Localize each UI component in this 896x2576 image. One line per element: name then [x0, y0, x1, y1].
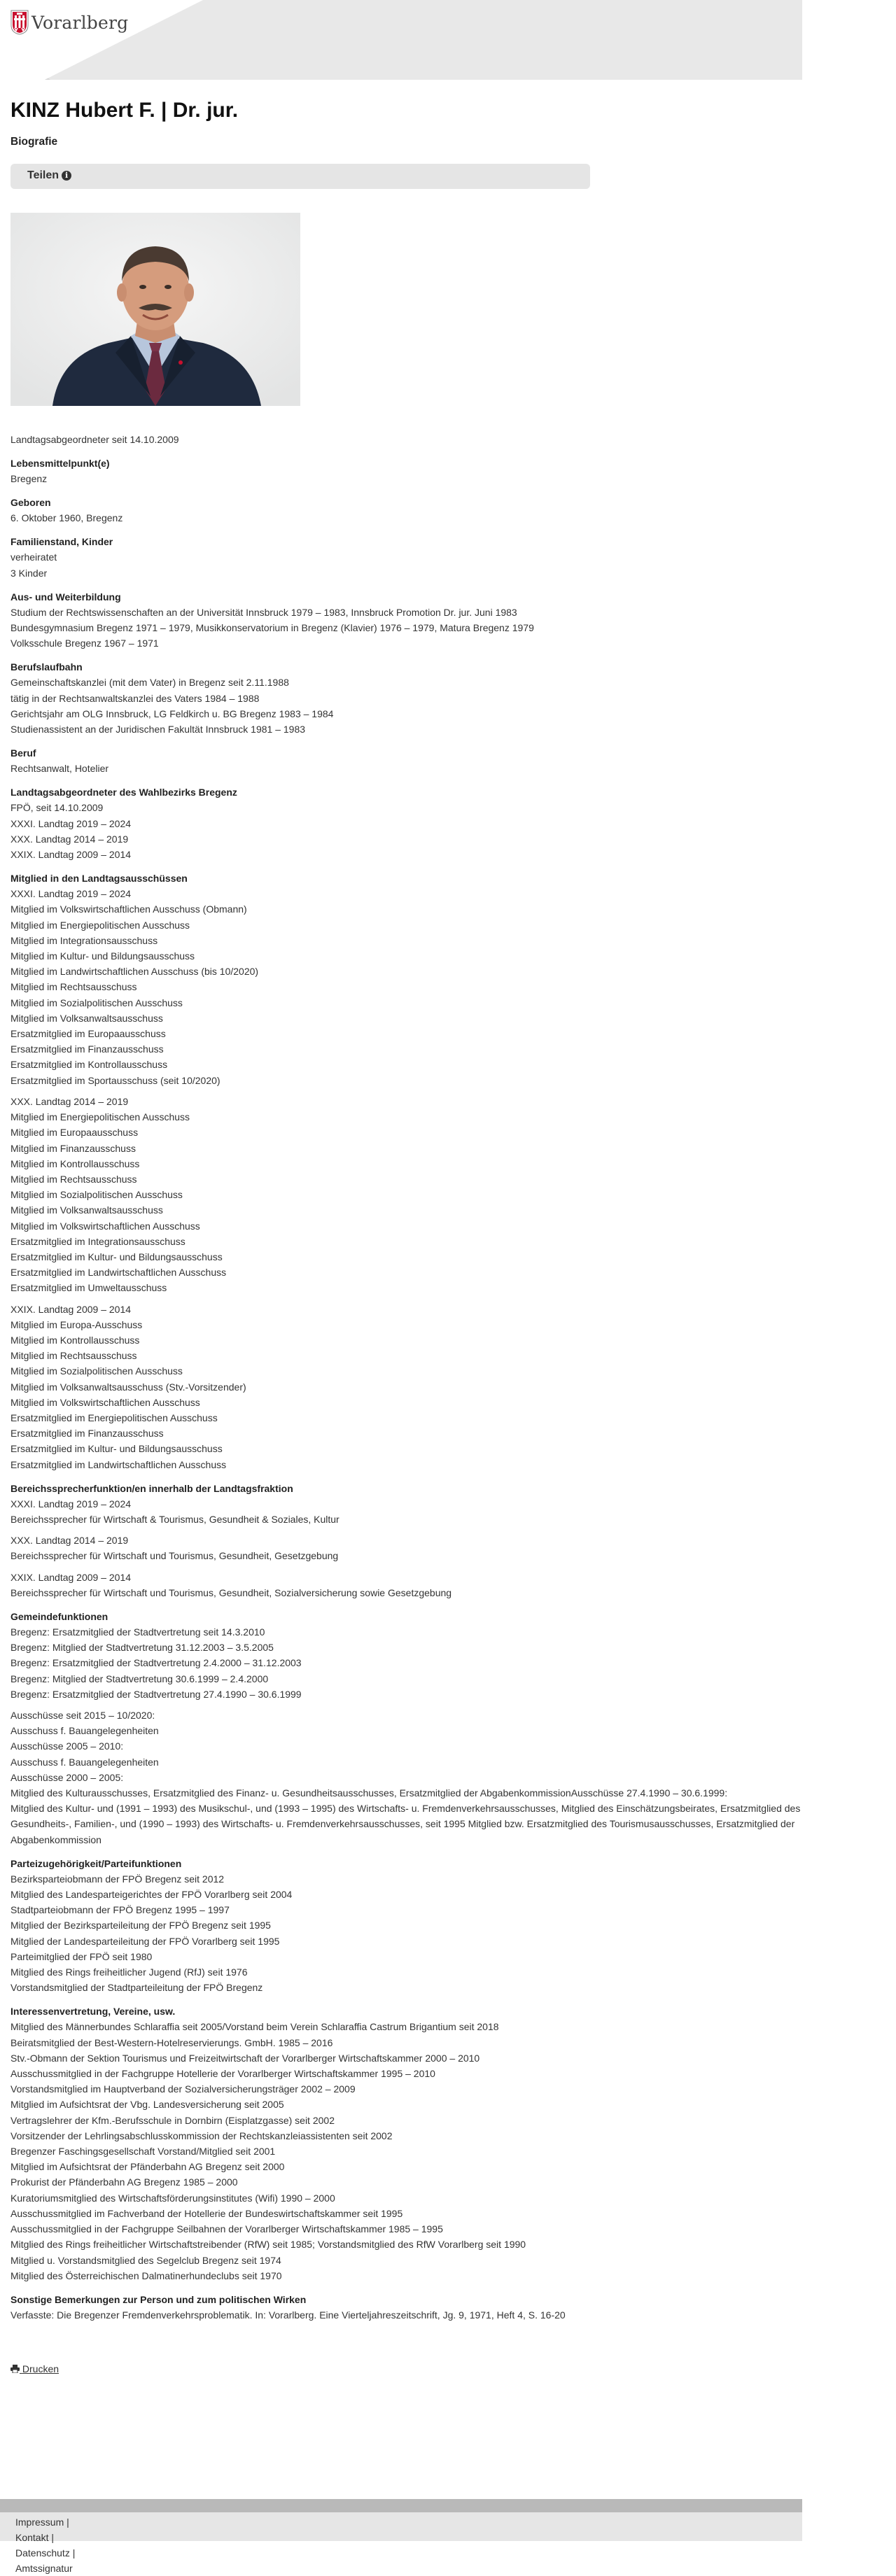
- biography-heading: Biografie: [10, 136, 58, 148]
- bio-section-heading: Bereichssprecherfunktion/en innerhalb der Landtagsfraktion: [10, 1482, 293, 1494]
- bio-section: [10, 1609, 802, 1847]
- bio-section-heading: Aus- und Weiterbildung: [10, 591, 121, 603]
- footer-row-impressum: [15, 2514, 75, 2530]
- bio-line: Ersatzmitglied im Umweltausschuss: [10, 1282, 167, 1294]
- bio-line: XXX. Landtag 2014 – 2019: [10, 1535, 129, 1547]
- bio-line: Mitglied des Landesparteigerichtes der FPÖ Vorarlberg seit 2004: [10, 1889, 293, 1901]
- bio-line: Mitglied des Rings freiheitlicher Wirtschaftstreibender (RfW) seit 1985; Vorstandsmitglied des RfW Vorarlberg seit 1990: [10, 2239, 526, 2251]
- bio-section: [10, 784, 802, 862]
- bio-line: XXXI. Landtag 2019 – 2024: [10, 817, 132, 829]
- bio-section-heading: Interessenvertretung, Vereine, usw.: [10, 2006, 176, 2018]
- bio-spacer: [10, 1088, 802, 1094]
- bio-line: Mitglied u. Vorstandsmitglied des Segelclub Bregenz seit 1974: [10, 2254, 281, 2266]
- bio-line: Ersatzmitglied im Landwirtschaftlichen Ausschuss: [10, 1267, 227, 1279]
- bio-line: Mitglied im Volkswirtschaftlichen Ausschuss (Obmann): [10, 903, 247, 915]
- bio-line: Ersatzmitglied im Finanzausschuss: [10, 1043, 164, 1055]
- bio-line: Volksschule Bregenz 1967 – 1971: [10, 638, 159, 649]
- bio-section: [10, 871, 802, 1472]
- bio-line: Mitglied im Europa-Ausschuss: [10, 1318, 143, 1330]
- bio-line: FPÖ, seit 14.10.2009: [10, 802, 104, 814]
- bio-section: [10, 745, 802, 776]
- bio-spacer: [10, 1702, 802, 1708]
- bio-line: Ersatzmitglied im Integrationsausschuss: [10, 1235, 186, 1247]
- bio-line: Vorstandsmitglied im Hauptverband der Sozialversicherungsträger 2002 – 2009: [10, 2083, 356, 2095]
- bio-section-heading: Lebensmittelpunkt(e): [10, 458, 110, 469]
- coat-of-arms-icon: [10, 10, 29, 35]
- bio-line: Bezirksparteiobmann der FPÖ Bregenz seit 2012: [10, 1873, 225, 1885]
- bio-line: Mitglied im Finanzausschuss: [10, 1142, 136, 1154]
- biography-sections: [10, 456, 802, 2323]
- bio-line: Mitglied der Bezirksparteileitung der FPÖ Bregenz seit 1995: [10, 1920, 271, 1931]
- bio-section-heading: Beruf: [10, 747, 36, 759]
- bio-line: Mitglied im Kontrollausschuss: [10, 1157, 140, 1169]
- bio-line: Mitglied im Landwirtschaftlichen Ausschuss (bis 10/2020): [10, 966, 259, 978]
- amtssignatur-link[interactable]: Amtssignatur: [15, 2563, 73, 2574]
- bio-section-heading: Geboren: [10, 497, 51, 509]
- impressum-link[interactable]: Impressum: [15, 2517, 64, 2528]
- bio-line: Bregenz: Ersatzmitglied der Stadtvertretung 27.4.1990 – 30.6.1999: [10, 1688, 302, 1700]
- bio-line: Ausschussmitglied in der Fachgruppe Hotellerie der Vorarlberger Wirtschaftskammer 1995 – 2010: [10, 2068, 435, 2080]
- bio-line: Ersatzmitglied im Finanzausschuss: [10, 1428, 164, 1440]
- bio-section: [10, 495, 802, 526]
- bio-section: [10, 2292, 802, 2323]
- portrait-illustration: [10, 213, 300, 406]
- bio-line: verheiratet: [10, 551, 57, 563]
- bio-spacer: [10, 1527, 802, 1533]
- bio-line: tätig in der Rechtsanwaltskanzlei des Vaters 1984 – 1988: [10, 692, 260, 704]
- bio-line: Ersatzmitglied im Sportausschuss (seit 10/2020): [10, 1074, 220, 1086]
- bio-line: 6. Oktober 1960, Bregenz: [10, 512, 123, 524]
- bio-line: XXXI. Landtag 2019 – 2024: [10, 1498, 132, 1509]
- bio-line: Ausschüsse 2005 – 2010:: [10, 1740, 124, 1752]
- bio-spacer: [10, 1564, 802, 1570]
- member-since: Landtagsabgeordneter seit 14.10.2009: [10, 434, 179, 445]
- bio-line: Mitglied im Aufsichtsrat der Vbg. Landesversicherung seit 2005: [10, 2099, 284, 2111]
- bio-line: Mitglied des Kulturausschusses, Ersatzmitglied des Finanz- u. Gesundheitsausschusses, Ersatzmitglied der AbgabenkommissionAusschüsse 27.4.1990 – 30.6.1999:: [10, 1787, 728, 1799]
- share-label: Teilen: [27, 169, 59, 181]
- bio-line: XXXI. Landtag 2019 – 2024: [10, 888, 132, 900]
- bio-line: Mitglied im Volksanwaltsausschuss (Stv.-Vorsitzender): [10, 1381, 246, 1393]
- bio-line: Ausschussmitglied in der Fachgruppe Seilbahnen der Vorarlberger Wirtschaftskammer 1985 – 1995: [10, 2223, 443, 2235]
- portrait-photo: [10, 213, 300, 406]
- bio-line: Vorsitzender der Lehrlingsabschlusskommission der Rechtskanzleiassistenten seit 2002: [10, 2130, 393, 2141]
- footer-separator: |: [72, 2547, 76, 2559]
- bio-line: Ersatzmitglied im Energiepolitischen Ausschuss: [10, 1412, 218, 1423]
- bio-section-heading: Sonstige Bemerkungen zur Person und zum politischen Wirken: [10, 2293, 307, 2305]
- bio-line: Ersatzmitglied im Landwirtschaftlichen Ausschuss: [10, 1458, 227, 1470]
- bio-line: Prokurist der Pfänderbahn AG Bregenz 1985 – 2000: [10, 2176, 238, 2188]
- print-link[interactable]: [10, 2363, 802, 2374]
- bio-line: Vorstandsmitglied der Stadtparteileitung der FPÖ Bregenz: [10, 1982, 263, 1994]
- bio-line: Mitglied im Volkswirtschaftlichen Ausschuss: [10, 1220, 200, 1232]
- bio-line: Bregenzer Faschingsgesellschaft Vorstand/Mitglied seit 2001: [10, 2146, 276, 2158]
- bio-line: Ersatzmitglied im Europaausschuss: [10, 1028, 166, 1040]
- bio-line: Mitglied im Europaausschuss: [10, 1127, 139, 1139]
- bio-line: Mitglied im Sozialpolitischen Ausschuss: [10, 1365, 183, 1377]
- bio-line: Gerichtsjahr am OLG Innsbruck, LG Feldkirch u. BG Bregenz 1983 – 1984: [10, 708, 334, 719]
- bio-section: [10, 534, 802, 580]
- bio-line: Mitglied im Rechtsausschuss: [10, 1173, 137, 1185]
- kontakt-link[interactable]: Kontakt: [15, 2532, 49, 2543]
- bio-line: Rechtsanwalt, Hotelier: [10, 763, 109, 775]
- bio-line: Ausschüsse 2000 – 2005:: [10, 1771, 124, 1783]
- bio-line: Beiratsmitglied der Best-Western-Hotelreservierungs. GmbH. 1985 – 2016: [10, 2036, 333, 2048]
- bio-line: Mitglied des Männerbundes Schlaraffia seit 2005/Vorstand beim Verein Schlaraffia Castrum Brigantium seit 2018: [10, 2021, 499, 2033]
- bio-line: XXIX. Landtag 2009 – 2014: [10, 1571, 132, 1583]
- bio-line: Bregenz: Mitglied der Stadtvertretung 31.12.2003 – 3.5.2005: [10, 1642, 274, 1654]
- bio-section-heading: Berufslaufbahn: [10, 661, 83, 673]
- share-button[interactable]: [27, 169, 71, 182]
- bio-line: Parteimitglied der FPÖ seit 1980: [10, 1950, 153, 1962]
- footer-row-datenschutz: [15, 2545, 75, 2561]
- page-title: KINZ Hubert F. | Dr. jur.: [10, 99, 239, 122]
- bio-section: [10, 456, 802, 486]
- bio-line: Mitglied im Rechtsausschuss: [10, 981, 137, 993]
- footer-top-bar: [0, 2499, 802, 2512]
- bio-spacer: [10, 1296, 802, 1302]
- bio-section-heading: Gemeindefunktionen: [10, 1610, 108, 1622]
- bio-line: Mitglied im Kultur- und Bildungsausschuss: [10, 950, 195, 962]
- bio-line: XXIX. Landtag 2009 – 2014: [10, 849, 132, 861]
- bio-line: Mitglied im Sozialpolitischen Ausschuss: [10, 1189, 183, 1201]
- footer-band: [0, 2512, 802, 2541]
- bio-line: Mitglied im Volksanwaltsausschuss: [10, 1012, 163, 1024]
- bio-line: Bundesgymnasium Bregenz 1971 – 1979, Musikkonservatorium in Bregenz (Klavier) 1976 – 1979, Matura Bregenz 1979: [10, 622, 534, 634]
- bio-section-heading: Mitglied in den Landtagsausschüssen: [10, 873, 188, 885]
- printer-icon: [10, 2365, 20, 2373]
- bio-line: Bereichssprecher für Wirtschaft und Tourismus, Gesundheit, Sozialversicherung sowie Gesetzgebung: [10, 1586, 452, 1598]
- print-label: Drucken: [22, 2363, 59, 2375]
- main-content: [10, 80, 802, 2374]
- bio-section-heading: Familienstand, Kinder: [10, 536, 113, 548]
- bio-section: [10, 1481, 802, 1600]
- bio-line: Bregenz: Ersatzmitglied der Stadtvertretung seit 14.3.2010: [10, 1626, 265, 1638]
- bio-line: Gemeinschaftskanzlei (mit dem Vater) in Bregenz seit 2.11.1988: [10, 677, 289, 689]
- bio-line: Mitglied im Rechtsausschuss: [10, 1350, 137, 1362]
- bio-line: Ersatzmitglied im Kultur- und Bildungsausschuss: [10, 1443, 223, 1455]
- bio-line: Vertragslehrer der Kfm.-Berufsschule in Dornbirn (Eisplatzgasse) seit 2002: [10, 2114, 335, 2126]
- bio-line: Stadtparteiobmann der FPÖ Bregenz 1995 – 1997: [10, 1904, 230, 1916]
- bio-line: Ersatzmitglied im Kontrollausschuss: [10, 1059, 168, 1071]
- bio-line: Bereichssprecher für Wirtschaft & Tourismus, Gesundheit & Soziales, Kultur: [10, 1513, 340, 1525]
- footer-separator: |: [66, 2517, 69, 2528]
- bio-line: Bregenz: [10, 473, 48, 484]
- share-bar: [10, 164, 590, 189]
- info-icon: i: [62, 171, 71, 181]
- bio-line: XXX. Landtag 2014 – 2019: [10, 833, 129, 845]
- bio-section-heading: Parteizugehörigkeit/Parteifunktionen: [10, 1857, 182, 1869]
- bio-line: Bregenz: Mitglied der Stadtvertretung 30.6.1999 – 2.4.2000: [10, 1673, 269, 1684]
- bio-line: Mitglied im Integrationsausschuss: [10, 934, 158, 946]
- bio-line: Ausschuss f. Bauangelegenheiten: [10, 1756, 159, 1768]
- bio-line: Ersatzmitglied im Kultur- und Bildungsausschuss: [10, 1251, 223, 1262]
- bio-line: Mitglied im Energiepolitischen Ausschuss: [10, 919, 190, 931]
- bio-line: Studienassistent an der Juridischen Fakultät Innsbruck 1981 – 1983: [10, 724, 306, 736]
- bio-line: Ausschussmitglied im Fachverband der Hotellerie der Bundeswirtschaftskammer seit 1995: [10, 2207, 403, 2219]
- bio-line: Stv.-Obmann der Sektion Tourismus und Freizeitwirtschaft der Vorarlberger Wirtschaftskammer 2000 – 2010: [10, 2052, 480, 2064]
- footer-links: [15, 2514, 75, 2576]
- footer-separator: |: [51, 2532, 55, 2543]
- bio-line: Mitglied des Österreichischen Dalmatinerhundeclubs seit 1970: [10, 2269, 282, 2281]
- vorarlberg-logo[interactable]: [10, 10, 128, 35]
- bio-section: [10, 659, 802, 737]
- bio-line: Kuratoriumsmitglied des Wirtschaftsförderungsinstitutes (Wifi) 1990 – 2000: [10, 2192, 335, 2204]
- bio-line: Mitglied des Rings freiheitlicher Jugend (RfJ) seit 1976: [10, 1966, 248, 1978]
- bio-section-heading: Landtagsabgeordneter des Wahlbezirks Bregenz: [10, 787, 237, 798]
- bio-line: Mitglied der Landesparteileitung der FPÖ Vorarlberg seit 1995: [10, 1935, 280, 1947]
- footer-row-amtssignatur: [15, 2561, 75, 2576]
- datenschutz-link[interactable]: Datenschutz: [15, 2547, 70, 2559]
- bio-line: Mitglied im Volkswirtschaftlichen Ausschuss: [10, 1396, 200, 1408]
- bio-line: Ausschüsse seit 2015 – 10/2020:: [10, 1710, 155, 1721]
- bio-line: Mitglied im Sozialpolitischen Ausschuss: [10, 997, 183, 1008]
- bio-line: Studium der Rechtswissenschaften an der Universität Innsbruck 1979 – 1983, Innsbruck Promotion Dr. jur. Juni 1983: [10, 606, 517, 618]
- footer-row-kontakt: [15, 2530, 75, 2545]
- bio-line: Mitglied im Volksanwaltsausschuss: [10, 1204, 163, 1216]
- bio-line: Bregenz: Ersatzmitglied der Stadtvertretung 2.4.2000 – 31.12.2003: [10, 1657, 302, 1669]
- site-header: [0, 0, 802, 80]
- bio-section: [10, 2004, 802, 2283]
- bio-line: Ausschuss f. Bauangelegenheiten: [10, 1725, 159, 1737]
- bio-line: XXX. Landtag 2014 – 2019: [10, 1095, 129, 1107]
- bio-line: Mitglied im Energiepolitischen Ausschuss: [10, 1111, 190, 1123]
- bio-line: Verfasste: Die Bregenzer Fremdenverkehrsproblematik. In: Vorarlberg. Eine Vierteljahreszeitschrift, Jg. 9, 1971, Heft 4, S. 16-20: [10, 2309, 566, 2321]
- bio-line: 3 Kinder: [10, 567, 48, 579]
- bio-section: [10, 1856, 802, 1996]
- bio-line: XXIX. Landtag 2009 – 2014: [10, 1303, 132, 1315]
- bio-line: Mitglied im Kontrollausschuss: [10, 1334, 140, 1346]
- bio-line: Mitglied des Kultur- und (1991 – 1993) des Musikschul-, und (1993 – 1995) des Wirtschafts- u. Fremdenverkehrsausschusses, Mitglied des Einschätzungsbeirates, Ersatzmitglied des Gesundheits-, Familien-, und (1990 – 1993) des Wirtschafts- u. Fremdenverkehrsausschusses, seit 1995 Mitglied bzw. Ersatzmitglied des Tourismusausschusses, Ersatzmitglied der Abgabenkommission: [10, 1803, 801, 1845]
- bio-line: Bereichssprecher für Wirtschaft und Tourismus, Gesundheit, Gesetzgebung: [10, 1550, 339, 1562]
- bio-line: Mitglied im Aufsichtsrat der Pfänderbahn AG Bregenz seit 2000: [10, 2161, 285, 2173]
- logo-text: Vorarlberg: [31, 12, 129, 33]
- bio-section: [10, 589, 802, 652]
